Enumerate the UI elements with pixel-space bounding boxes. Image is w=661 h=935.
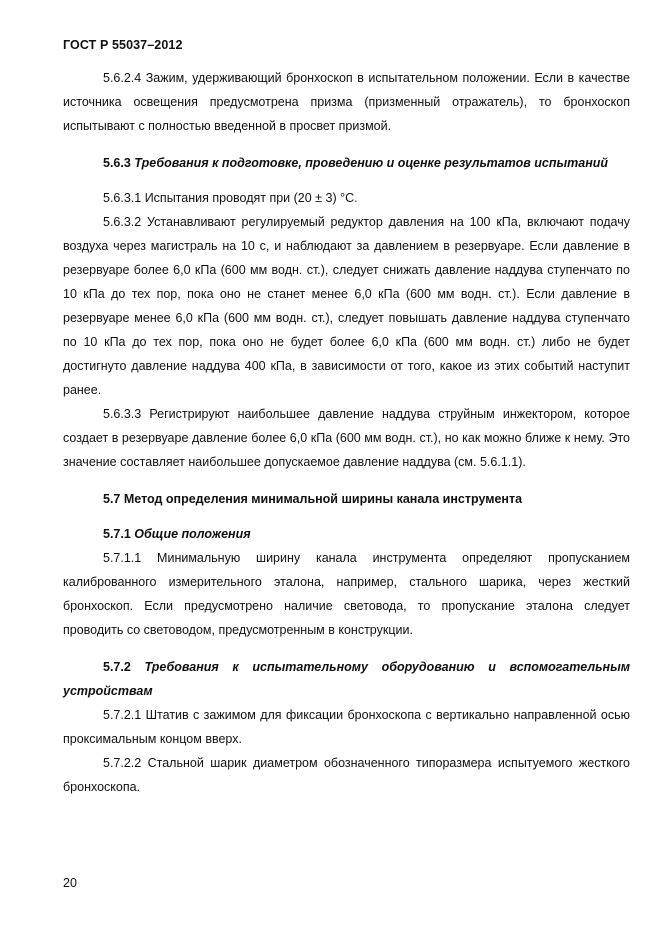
spacer	[63, 642, 630, 655]
heading-5-7-2	[63, 655, 630, 703]
heading-number: 5.6.3	[103, 156, 131, 170]
spacer	[63, 511, 630, 522]
heading-number: 5.7.2	[103, 660, 131, 674]
heading-5-7	[63, 487, 630, 511]
spacer	[63, 474, 630, 487]
paragraph-5-6-3-1: 5.6.3.1 Испытания проводят при (20 ± 3) °С.	[103, 191, 358, 205]
document-body	[63, 66, 630, 799]
heading-title: Метод определения минимальной ширины канала инструмента	[123, 492, 523, 506]
paragraph-5-7-2-2: 5.7.2.2 Стальной шарик диаметром обозначенного типоразмера испытуемого жесткого бронхоскопа.	[63, 756, 630, 794]
paragraph-5-6-2-4: 5.6.2.4 Зажим, удерживающий бронхоскоп в испытательном положении. Если в качестве источника освещения предусмотрена призма (призменный отражатель), то бронхоскоп испытывают с полностью введенной в просвет призмой.	[63, 71, 630, 133]
heading-title: Требования к подготовке, проведению и оценке результатов испытаний	[134, 156, 609, 170]
paragraph-5-6-3-3: 5.6.3.3 Регистрируют наибольшее давление наддува струйным инжектором, которое создает в резервуаре давление более 6,0 кПа (600 мм водн. ст.), но как можно ближе к нему. Это значение составляет наибольшее допускаемое давление наддува (см. 5.6.1.1).	[63, 407, 630, 469]
heading-title: Требования к испытательному оборудованию и вспомогательным устройствам	[63, 660, 630, 698]
heading-5-6-3	[63, 151, 630, 175]
spacer	[63, 175, 630, 186]
heading-number: 5.7.1	[103, 527, 131, 541]
heading-number: 5.7	[103, 492, 121, 506]
paragraph-5-6-3-2: 5.6.3.2 Устанавливают регулируемый редуктор давления на 100 кПа, включают подачу воздуха через магистраль на 10 с, и наблюдают за давлением в резервуаре. Если давление в резервуаре более 6,0 кПа (600 мм водн. ст.), следует снижать давление наддува ступенчато по 10 кПа до тех пор, пока оно не станет менее 6,0 кПа (600 мм водн. ст.). Если давление в резервуаре менее 6,0 кПа (600 мм водн. ст.), следует повышать давление наддува ступенчато по 10 кПа до тех пор, пока оно не будет более 6,0 кПа (600 мм водн. ст.) либо не будет достигнуто давление наддува 400 кПа, в зависимости от того, какое из этих событий наступит ранее.	[63, 215, 630, 397]
heading-title: Общие положения	[134, 527, 251, 541]
spacer	[63, 138, 630, 151]
heading-5-7-1	[63, 522, 630, 546]
document-header: ГОСТ Р 55037–2012	[63, 38, 183, 52]
page-number: 20	[63, 876, 77, 890]
paragraph-5-7-1-1: 5.7.1.1 Минимальную ширину канала инструмента определяют пропусканием калиброванного измерительного эталона, например, стального шарика, через жесткий бронхоскоп. Если предусмотрено наличие световода, то пропускание эталона следует проводить со световодом, предусмотренным в конструкции.	[63, 551, 630, 637]
paragraph-5-7-2-1: 5.7.2.1 Штатив с зажимом для фиксации бронхоскопа с вертикально направленной осью проксимальным концом вверх.	[63, 708, 630, 746]
